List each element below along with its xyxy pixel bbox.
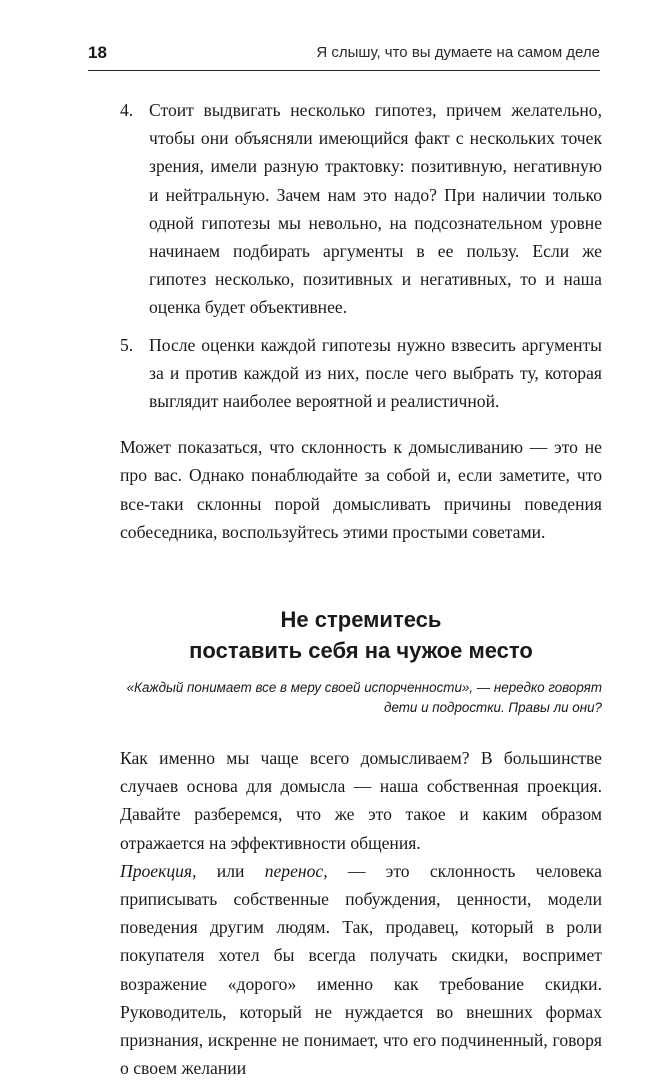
list-item-number: 4. [120,100,134,120]
term-transfer: перенос, [264,860,328,881]
section-heading [120,604,602,666]
page-header [88,40,600,64]
epigraph-line: «Каждый понимает все в меру своей испорченности», — нередко говорят [126,680,602,696]
section-heading-line: поставить себя на чужое место [189,638,533,664]
list-item-number: 5. [120,334,134,355]
epigraph [120,678,602,718]
body-paragraph: Как именно мы чаще всего домысливаем? В большинстве случаев основа для домысла — наша собственная проекция. Давайте разберемся, что же это такое и каким образом отражается на эффективности общения. [120,748,602,853]
list-item-text: Стоит выдвигать несколько гипотез, причем желательно, чтобы они объясняли имеющийся факт с нескольких точек зрения, имели разную трактовку: позитивную, негативную и нейтральную. Зачем нам это надо? При наличии только одной гипотезы мы невольно, на подсознательном уровне начинаем подбирать аргументы в ее пользу. Если же гипотез несколько, позитивных и негативных, то и наша оценка будет объективнее. [149,100,602,318]
body-paragraph: Может показаться, что склонность к домысливанию — это не про вас. Однако понаблюдайте за собой и, если заметите, что все-таки склонны порой домысливать причины поведения собеседника, воспользуйтесь этими простыми советами. [120,437,602,542]
numbered-list [120,96,602,415]
page-content [120,96,602,1082]
list-item [120,96,602,322]
section-heading-line: Не стремитесь [280,607,442,633]
term-connector: , или [192,860,265,881]
page-number: 18 [88,43,107,62]
paragraph-text: — это склонность человека приписывать собственные побуждения, ценности, модели поведения другим людям. Так, продавец, который в роли покупателя хотел бы всегда получать скидки, воспримет возражение «дорого» именно как требование скидки. Руководитель, который не нуждается во внешних формах признания, искренне не понимает, что его подчиненный, говоря о своем желании [120,860,602,1079]
term-projection: Проекция [120,860,193,881]
epigraph-line: дети и подростки. Правы ли они? [384,700,602,716]
running-title: Я слышу, что вы думаете на самом деле [316,44,600,61]
list-item [120,331,602,416]
body-paragraph [120,857,602,1082]
list-item-text: После оценки каждой гипотезы нужно взвесить аргументы за и против каждой из них, после чего выбрать ту, которая выглядит наиболее вероятной и реалистичной. [149,334,602,412]
header-rule [88,70,600,71]
